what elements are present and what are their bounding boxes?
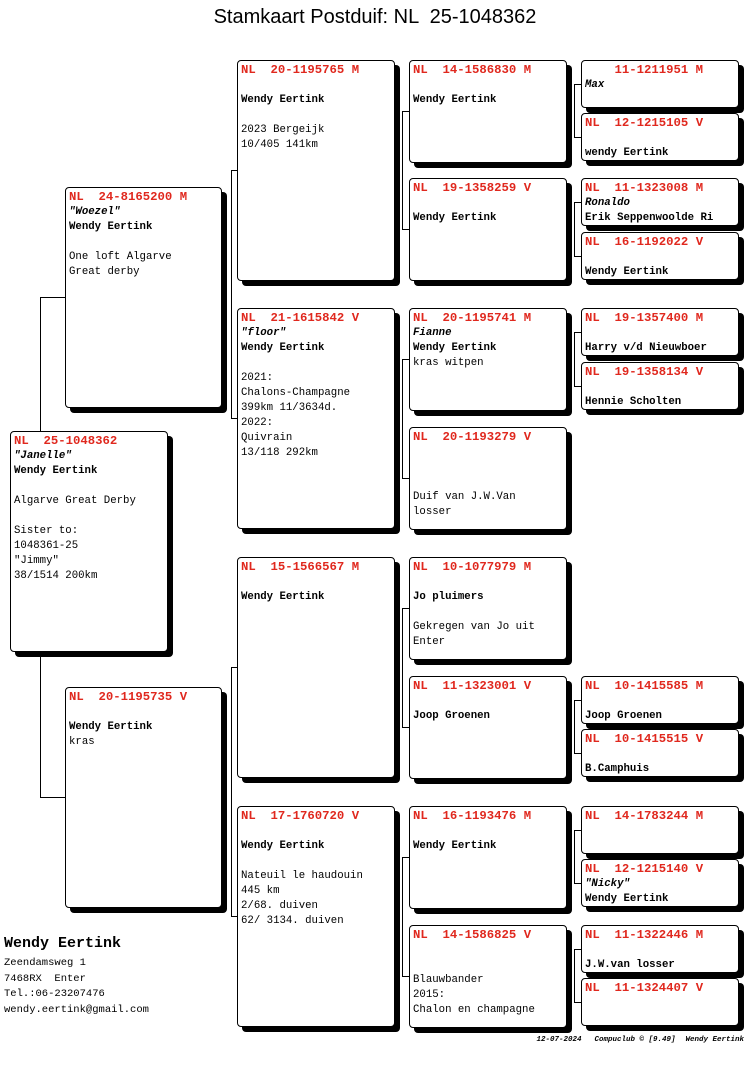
note-line: 445 km: [241, 885, 280, 897]
note-line: losser: [413, 506, 452, 518]
breeder-name: Wendy Eertink: [241, 94, 325, 106]
pigeon-name: "Woezel": [69, 206, 121, 218]
pedigree-box-fm: [237, 308, 395, 529]
ring-number: NL 14-1586830 M: [413, 63, 532, 77]
ring-number: NL 17-1760720 V: [241, 809, 360, 823]
breeder-name: Jo pluimers: [413, 591, 484, 603]
pedigree-box-fmff: [581, 308, 739, 356]
pigeon-name: Fianne: [413, 327, 452, 339]
pedigree-box-ffmm: [581, 232, 739, 280]
pedigree-box-mfmf: [581, 676, 739, 724]
ring-number: NL 10-1415515 V: [585, 732, 704, 746]
pedigree-box-ffmf: [581, 178, 739, 226]
breeder-name: Joop Groenen: [585, 710, 662, 722]
pedigree-box-fff: [409, 60, 567, 163]
pedigree-box-mmmf: [581, 925, 739, 973]
pigeon-name: Max: [585, 79, 605, 91]
breeder-name: Wendy Eertink: [69, 221, 153, 233]
breeder-name: Wendy Eertink: [14, 465, 98, 477]
breeder-name: wendy Eertink: [585, 147, 669, 159]
note-line: 2022:: [241, 417, 274, 429]
ring-number: NL 21-1615842 V: [241, 311, 360, 325]
pigeon-name: Ronaldo: [585, 197, 630, 209]
note-line: One loft Algarve: [69, 251, 172, 263]
pedigree-box-subject: [10, 431, 168, 652]
note-line: Duif van J.W.Van: [413, 491, 516, 503]
owner-contact: [4, 935, 149, 1018]
ring-number: NL 10-1077979 M: [413, 560, 532, 574]
breeder-name: Wendy Eertink: [585, 266, 669, 278]
ring-number: NL 20-1195741 M: [413, 311, 532, 325]
ring-number: NL 11-1322446 M: [585, 928, 704, 942]
pedigree-box-mmm: [409, 925, 567, 1028]
ring-number: NL 19-1358259 V: [413, 181, 532, 195]
note-line: 2015:: [413, 989, 446, 1001]
note-line: "Jimmy": [14, 555, 59, 567]
note-line: 13/118 292km: [241, 447, 318, 459]
note-line: Gekregen van Jo uit: [413, 621, 535, 633]
breeder-name: Wendy Eertink: [585, 893, 669, 905]
ring-number: NL 12-1215105 V: [585, 116, 704, 130]
pedigree-box-mmff: [581, 806, 739, 854]
breeder-name: Joop Groenen: [413, 710, 490, 722]
page-title: Stamkaart Postduif: NL 25-1048362: [213, 6, 537, 28]
owner-city: 7468RX Enter: [4, 972, 86, 985]
note-line: 62/ 3134. duiven: [241, 915, 344, 927]
breeder-name: Hennie Scholten: [585, 396, 682, 408]
breeder-name: Erik Seppenwoolde Ri: [585, 212, 714, 224]
breeder-name: Wendy Eertink: [413, 840, 497, 852]
ring-number: NL 14-1586825 V: [413, 928, 532, 942]
ring-number: NL 19-1357400 M: [585, 311, 704, 325]
pedigree-box-ff: [237, 60, 395, 281]
note-line: Chalon en champagne: [413, 1004, 535, 1016]
note-line: 38/1514 200km: [14, 570, 98, 582]
breeder-name: B.Camphuis: [585, 763, 650, 775]
ring-number: NL 15-1566567 M: [241, 560, 360, 574]
pigeon-name: "floor": [241, 327, 286, 339]
ring-number: NL 14-1783244 M: [585, 809, 704, 823]
pedigree-box-fmfm: [581, 362, 739, 410]
pedigree-box-father: [65, 187, 222, 408]
breeder-name: Wendy Eertink: [69, 721, 153, 733]
note-line: kras: [69, 736, 95, 748]
ring-number: NL 25-1048362: [14, 434, 118, 448]
pedigree-box-mfmm: [581, 729, 739, 777]
software-credit: Compuclub © [9.49]: [594, 1036, 676, 1044]
owner-address: Zeendamsweg 1: [4, 957, 86, 969]
ring-number: NL 20-1193279 V: [413, 430, 532, 444]
pedigree-box-ffff: [581, 60, 739, 108]
note-line: 2021:: [241, 372, 274, 384]
note-line: Nateuil le haudouin: [241, 870, 363, 882]
note-line: kras witpen: [413, 357, 484, 369]
owner-phone: Tel.:06-23207476: [4, 988, 105, 1000]
pedigree-box-mmf: [409, 806, 567, 909]
note-line: 2023 Bergeijk: [241, 124, 325, 136]
note-line: Enter: [413, 636, 446, 648]
note-line: Sister to:: [14, 525, 79, 537]
breeder-name: Wendy Eertink: [413, 342, 497, 354]
pigeon-name: "Nicky": [585, 878, 630, 890]
pedigree-box-ffm: [409, 178, 567, 281]
ring-number: NL 11-1323008 M: [585, 181, 704, 195]
owner-name: Wendy Eertink: [4, 935, 122, 952]
breeder-name: Wendy Eertink: [413, 94, 497, 106]
ring-number: NL 10-1415585 M: [585, 679, 704, 693]
pigeon-name: "Janelle": [14, 450, 72, 462]
ring-number: NL 19-1358134 V: [585, 365, 704, 379]
print-footer: [536, 1035, 744, 1045]
breeder-name: Harry v/d Nieuwboer: [585, 342, 707, 354]
ring-number: NL 16-1193476 M: [413, 809, 532, 823]
note-line: Chalons-Champagne: [241, 387, 351, 399]
pedigree-box-mfm: [409, 676, 567, 779]
breeder-name: Wendy Eertink: [241, 591, 325, 603]
pedigree-box-fmf: [409, 308, 567, 411]
breeder-name: J.W.van losser: [585, 959, 675, 971]
footer-user: Wendy Eertink: [685, 1036, 744, 1044]
ring-number: NL 11-1324407 V: [585, 981, 704, 995]
pedigree-box-mff: [409, 557, 567, 660]
ring-number: NL 16-1192022 V: [585, 235, 704, 249]
note-line: 1048361-25: [14, 540, 79, 552]
ring-number: 11-1211951 M: [614, 63, 704, 77]
note-line: 2/68. duiven: [241, 900, 318, 912]
note-line: Great derby: [69, 266, 140, 278]
note-line: 10/405 141km: [241, 139, 318, 151]
ring-number: NL 11-1323001 V: [413, 679, 532, 693]
pedigree-box-fmm: [409, 427, 567, 530]
ring-number: NL 24-8165200 M: [69, 190, 188, 204]
breeder-name: Wendy Eertink: [413, 212, 497, 224]
pedigree-box-fffm: [581, 113, 739, 161]
pedigree-box-mmfm: [581, 859, 739, 907]
pedigree-box-mmmm: [581, 978, 739, 1026]
ring-number: NL 20-1195765 M: [241, 63, 360, 77]
ring-number: NL 12-1215140 V: [585, 862, 704, 876]
note-line: Blauwbander: [413, 974, 484, 986]
print-date: 12-07-2024: [536, 1036, 582, 1044]
owner-email: wendy.eertink@gmail.com: [4, 1003, 149, 1016]
breeder-name: Wendy Eertink: [241, 342, 325, 354]
pedigree-box-mf: [237, 557, 395, 778]
pedigree-box-mother: [65, 687, 222, 908]
note-line: Algarve Great Derby: [14, 495, 136, 507]
ring-number: NL 20-1195735 V: [69, 690, 188, 704]
note-line: 399km 11/3634d.: [241, 402, 338, 414]
note-line: Quivrain: [241, 432, 293, 444]
breeder-name: Wendy Eertink: [241, 840, 325, 852]
pedigree-box-mm: [237, 806, 395, 1027]
